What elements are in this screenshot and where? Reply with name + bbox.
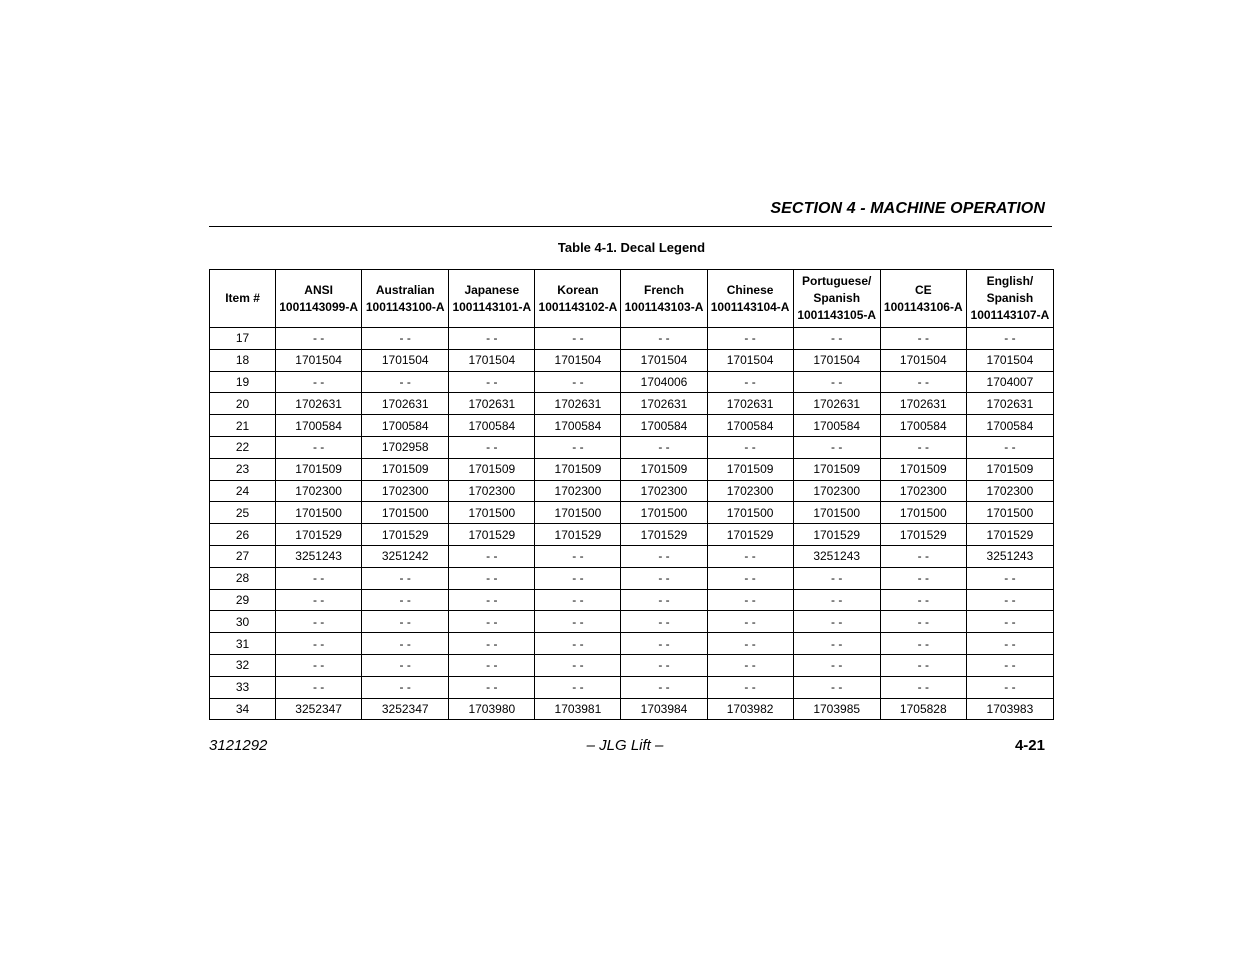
part-number-cell: 1701504: [362, 349, 449, 371]
column-header-line: Spanish: [986, 291, 1034, 305]
part-number-cell: 1703980: [449, 698, 535, 720]
table-row: [210, 698, 1054, 720]
part-number-cell: 1700584: [966, 415, 1053, 437]
table-row: [210, 633, 1054, 655]
column-header-line: 1001143101-A: [452, 299, 532, 314]
part-number-cell: 1701529: [880, 524, 966, 546]
table-row: [210, 371, 1054, 393]
part-number-cell: - -: [707, 567, 793, 589]
part-number-cell: - -: [276, 611, 362, 633]
table-row: [210, 589, 1054, 611]
part-number-cell: 1703985: [793, 698, 880, 720]
column-header-line: 1001143105-A: [797, 308, 877, 322]
part-number-cell: - -: [793, 611, 880, 633]
part-number-cell: 1702300: [707, 480, 793, 502]
part-number-cell: 1703982: [707, 698, 793, 720]
part-number-cell: - -: [276, 567, 362, 589]
part-number-cell: 1702631: [707, 393, 793, 415]
part-number-cell: 1703984: [621, 698, 707, 720]
item-number-cell: 22: [210, 436, 276, 458]
part-number-cell: 1705828: [880, 698, 966, 720]
part-number-cell: - -: [362, 328, 449, 350]
part-number-cell: - -: [535, 589, 621, 611]
part-number-cell: - -: [793, 633, 880, 655]
item-number-cell: 31: [210, 633, 276, 655]
part-number-cell: - -: [449, 436, 535, 458]
part-number-cell: 1702631: [362, 393, 449, 415]
part-number-cell: - -: [621, 589, 707, 611]
item-number-cell: 20: [210, 393, 276, 415]
part-number-cell: - -: [621, 328, 707, 350]
part-number-cell: - -: [362, 567, 449, 589]
part-number-cell: 1701504: [793, 349, 880, 371]
part-number-cell: - -: [707, 589, 793, 611]
table-row: [210, 545, 1054, 567]
item-number-cell: 34: [210, 698, 276, 720]
table-row: [210, 415, 1054, 437]
part-number-cell: - -: [449, 371, 535, 393]
part-number-cell: - -: [793, 654, 880, 676]
part-number-cell: 1700584: [707, 415, 793, 437]
part-number-cell: 1701529: [362, 524, 449, 546]
part-number-cell: 1701500: [707, 502, 793, 524]
part-number-cell: - -: [966, 328, 1053, 350]
document-number: 3121292: [209, 737, 268, 754]
part-number-cell: 1701504: [966, 349, 1053, 371]
part-number-cell: 1701509: [535, 458, 621, 480]
part-number-cell: - -: [966, 589, 1053, 611]
part-number-cell: 1701500: [966, 502, 1053, 524]
column-header-line: Japanese: [464, 282, 520, 297]
column-header-line: Korean: [557, 282, 599, 297]
part-number-cell: - -: [707, 371, 793, 393]
part-number-cell: 3252347: [362, 698, 449, 720]
column-header-line: Chinese: [726, 282, 774, 297]
part-number-cell: 1702631: [880, 393, 966, 415]
column-header-line: 1001143103-A: [624, 299, 704, 314]
part-number-cell: - -: [621, 654, 707, 676]
part-number-cell: 1702631: [966, 393, 1053, 415]
table-row: [210, 458, 1054, 480]
part-number-cell: - -: [880, 611, 966, 633]
part-number-cell: - -: [880, 328, 966, 350]
table-row: [210, 611, 1054, 633]
part-number-cell: 1702631: [276, 393, 362, 415]
item-number-cell: 29: [210, 589, 276, 611]
part-number-cell: 1701509: [621, 458, 707, 480]
part-number-cell: 1703983: [966, 698, 1053, 720]
part-number-cell: - -: [449, 676, 535, 698]
table-row: [210, 436, 1054, 458]
part-number-cell: 1702300: [362, 480, 449, 502]
part-number-cell: - -: [793, 436, 880, 458]
part-number-cell: - -: [535, 633, 621, 655]
part-number-cell: 1702631: [793, 393, 880, 415]
part-number-cell: 1700584: [449, 415, 535, 437]
table-body: [210, 328, 1054, 720]
part-number-cell: - -: [621, 633, 707, 655]
part-number-cell: 1701529: [276, 524, 362, 546]
part-number-cell: - -: [707, 328, 793, 350]
table-row: [210, 349, 1054, 371]
part-number-cell: 3252347: [276, 698, 362, 720]
table-row: [210, 328, 1054, 350]
part-number-cell: - -: [449, 545, 535, 567]
column-header-line: Spanish: [813, 291, 861, 305]
table-row: [210, 654, 1054, 676]
part-number-cell: 1702300: [276, 480, 362, 502]
part-number-cell: - -: [880, 589, 966, 611]
part-number-cell: - -: [880, 545, 966, 567]
part-number-cell: 1701529: [621, 524, 707, 546]
part-number-cell: - -: [707, 633, 793, 655]
column-header: [210, 270, 276, 328]
part-number-cell: - -: [966, 436, 1053, 458]
part-number-cell: - -: [449, 328, 535, 350]
part-number-cell: - -: [966, 611, 1053, 633]
part-number-cell: - -: [880, 654, 966, 676]
item-number-cell: 17: [210, 328, 276, 350]
section-title: SECTION 4 - MACHINE OPERATION: [770, 200, 1045, 217]
part-number-cell: 1701529: [535, 524, 621, 546]
part-number-cell: 1701500: [535, 502, 621, 524]
column-header-line: 1001143102-A: [538, 299, 618, 314]
part-number-cell: - -: [707, 436, 793, 458]
part-number-cell: 1702631: [621, 393, 707, 415]
part-number-cell: - -: [621, 567, 707, 589]
part-number-cell: 1704007: [966, 371, 1053, 393]
part-number-cell: - -: [276, 633, 362, 655]
column-header-line: ANSI: [304, 282, 333, 297]
part-number-cell: - -: [449, 633, 535, 655]
part-number-cell: - -: [535, 567, 621, 589]
part-number-cell: - -: [793, 676, 880, 698]
part-number-cell: - -: [276, 589, 362, 611]
part-number-cell: - -: [535, 371, 621, 393]
part-number-cell: - -: [535, 436, 621, 458]
part-number-cell: - -: [362, 611, 449, 633]
part-number-cell: 3251243: [966, 545, 1053, 567]
part-number-cell: - -: [793, 328, 880, 350]
part-number-cell: - -: [362, 633, 449, 655]
item-number-cell: 27: [210, 545, 276, 567]
part-number-cell: 1701509: [880, 458, 966, 480]
part-number-cell: 1703981: [535, 698, 621, 720]
part-number-cell: 1701529: [449, 524, 535, 546]
part-number-cell: 1700584: [621, 415, 707, 437]
table-row: [210, 393, 1054, 415]
part-number-cell: - -: [707, 676, 793, 698]
item-number-cell: 26: [210, 524, 276, 546]
decal-legend-table: [209, 269, 1054, 720]
column-header-line: Portuguese/: [802, 274, 872, 288]
part-number-cell: 1702300: [793, 480, 880, 502]
part-number-cell: 1701504: [880, 349, 966, 371]
part-number-cell: - -: [707, 611, 793, 633]
part-number-cell: 1701500: [362, 502, 449, 524]
part-number-cell: 1701509: [793, 458, 880, 480]
column-header: [707, 270, 793, 328]
item-number-cell: 28: [210, 567, 276, 589]
column-header-line: French: [643, 282, 684, 297]
column-header-line: 1001143099-A: [279, 299, 358, 314]
part-number-cell: 1701504: [535, 349, 621, 371]
part-number-cell: - -: [276, 436, 362, 458]
header-rule: [209, 226, 1052, 227]
column-header-line: 1001143107-A: [970, 308, 1050, 322]
part-number-cell: - -: [880, 567, 966, 589]
part-number-cell: - -: [535, 611, 621, 633]
part-number-cell: 1700584: [535, 415, 621, 437]
part-number-cell: 1701500: [276, 502, 362, 524]
part-number-cell: - -: [535, 654, 621, 676]
part-number-cell: 1702300: [966, 480, 1053, 502]
part-number-cell: - -: [880, 633, 966, 655]
column-header: [793, 270, 880, 328]
part-number-cell: - -: [707, 654, 793, 676]
table-row: [210, 567, 1054, 589]
part-number-cell: 1702631: [535, 393, 621, 415]
part-number-cell: - -: [535, 676, 621, 698]
part-number-cell: 1701509: [276, 458, 362, 480]
part-number-cell: 3251242: [362, 545, 449, 567]
part-number-cell: - -: [621, 676, 707, 698]
part-number-cell: - -: [362, 371, 449, 393]
part-number-cell: 1701500: [880, 502, 966, 524]
part-number-cell: - -: [362, 676, 449, 698]
item-number-cell: 30: [210, 611, 276, 633]
column-header: [535, 270, 621, 328]
part-number-cell: 1701504: [621, 349, 707, 371]
part-number-cell: - -: [966, 567, 1053, 589]
part-number-cell: 1701529: [966, 524, 1053, 546]
part-number-cell: - -: [966, 633, 1053, 655]
part-number-cell: 1701509: [966, 458, 1053, 480]
part-number-cell: - -: [621, 611, 707, 633]
part-number-cell: - -: [880, 676, 966, 698]
table-row: [210, 676, 1054, 698]
part-number-cell: - -: [276, 654, 362, 676]
part-number-cell: 3251243: [793, 545, 880, 567]
column-header: [449, 270, 535, 328]
part-number-cell: 1700584: [793, 415, 880, 437]
part-number-cell: - -: [880, 436, 966, 458]
page-number: 4-21: [1014, 737, 1045, 754]
part-number-cell: - -: [621, 545, 707, 567]
part-number-cell: 1700584: [362, 415, 449, 437]
item-number-cell: 19: [210, 371, 276, 393]
part-number-cell: - -: [966, 654, 1053, 676]
part-number-cell: 1701500: [793, 502, 880, 524]
part-number-cell: 1701504: [707, 349, 793, 371]
part-number-cell: - -: [449, 654, 535, 676]
table-caption: Table 4-1. Decal Legend: [557, 240, 706, 255]
part-number-cell: - -: [449, 567, 535, 589]
part-number-cell: 1701500: [621, 502, 707, 524]
table-row: [210, 524, 1054, 546]
part-number-cell: 1701500: [449, 502, 535, 524]
part-number-cell: 1700584: [880, 415, 966, 437]
table-row: [210, 502, 1054, 524]
part-number-cell: - -: [276, 676, 362, 698]
part-number-cell: - -: [276, 371, 362, 393]
column-header-line: 1001143100-A: [365, 299, 445, 314]
footer-brand: – JLG Lift –: [586, 737, 664, 754]
part-number-cell: - -: [362, 589, 449, 611]
part-number-cell: 1701509: [449, 458, 535, 480]
column-header: [276, 270, 362, 328]
column-header-line: 1001143106-A: [883, 299, 963, 314]
table-row: [210, 480, 1054, 502]
column-header-line: Item #: [225, 291, 260, 305]
part-number-cell: - -: [621, 436, 707, 458]
part-number-cell: 1702958: [362, 436, 449, 458]
part-number-cell: - -: [793, 567, 880, 589]
part-number-cell: - -: [449, 589, 535, 611]
part-number-cell: 1700584: [276, 415, 362, 437]
part-number-cell: - -: [880, 371, 966, 393]
item-number-cell: 23: [210, 458, 276, 480]
part-number-cell: - -: [449, 611, 535, 633]
part-number-cell: 1702300: [621, 480, 707, 502]
part-number-cell: 1701529: [793, 524, 880, 546]
item-number-cell: 21: [210, 415, 276, 437]
part-number-cell: - -: [966, 676, 1053, 698]
part-number-cell: - -: [535, 545, 621, 567]
part-number-cell: 1704006: [621, 371, 707, 393]
column-header: [621, 270, 707, 328]
part-number-cell: 3251243: [276, 545, 362, 567]
part-number-cell: - -: [362, 654, 449, 676]
part-number-cell: - -: [707, 545, 793, 567]
part-number-cell: 1702300: [449, 480, 535, 502]
column-header: [880, 270, 966, 328]
column-header-line: CE: [914, 282, 932, 297]
part-number-cell: - -: [276, 328, 362, 350]
column-header: [966, 270, 1053, 328]
part-number-cell: 1701509: [362, 458, 449, 480]
part-number-cell: 1701529: [707, 524, 793, 546]
table-header-row: [210, 270, 1054, 328]
part-number-cell: - -: [793, 371, 880, 393]
part-number-cell: 1702300: [880, 480, 966, 502]
column-header-line: Australian: [375, 282, 435, 297]
item-number-cell: 32: [210, 654, 276, 676]
part-number-cell: 1702631: [449, 393, 535, 415]
part-number-cell: 1701504: [276, 349, 362, 371]
part-number-cell: 1702300: [535, 480, 621, 502]
item-number-cell: 18: [210, 349, 276, 371]
item-number-cell: 25: [210, 502, 276, 524]
column-header: [362, 270, 449, 328]
part-number-cell: 1701509: [707, 458, 793, 480]
column-header-line: 1001143104-A: [710, 299, 790, 314]
item-number-cell: 24: [210, 480, 276, 502]
item-number-cell: 33: [210, 676, 276, 698]
column-header-line: English/: [986, 274, 1034, 288]
part-number-cell: - -: [535, 328, 621, 350]
part-number-cell: 1701504: [449, 349, 535, 371]
part-number-cell: - -: [793, 589, 880, 611]
